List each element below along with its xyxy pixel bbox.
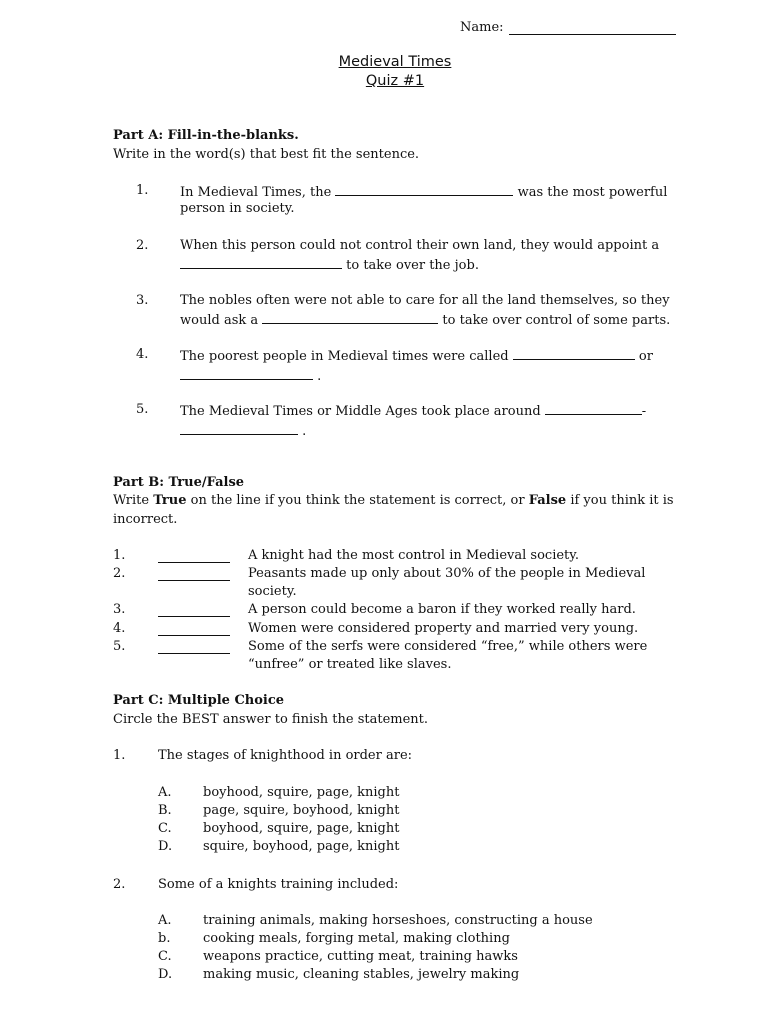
part-b-num-1: 1.: [113, 548, 126, 563]
part-b-statement-2: Peasants made up only about 30% of the people in Medieval: [248, 566, 646, 581]
part-c-heading: Part C: Multiple Choice: [113, 693, 285, 708]
part-b-statement-4: Women were considered property and married very young.: [248, 621, 639, 636]
part-c-instructions: Circle the BEST answer to finish the statement.: [113, 712, 429, 727]
part-c-q2-option-c[interactable]: weapons practice, cutting meat, training hawks: [203, 949, 518, 964]
part-b-statement-5: Some of the serfs were considered “free,” while others were: [248, 639, 648, 654]
part-b-statement-5-cont: “unfree” or treated like slaves.: [248, 657, 452, 672]
part-a-instructions: Write in the word(s) that best fit the sentence.: [113, 147, 420, 162]
part-a-q4-line2: .: [180, 367, 321, 384]
part-c-q2-option-a[interactable]: training animals, making horseshoes, constructing a house: [203, 913, 593, 928]
part-a-q1-line1: In Medieval Times, the was the most powerful: [180, 185, 668, 200]
part-b-num-4: 4.: [113, 621, 126, 636]
part-c-q1-option-letter: D.: [158, 839, 173, 854]
part-c-q1-option-letter: C.: [158, 821, 172, 836]
part-a-q2-blank[interactable]: [180, 256, 342, 269]
part-a-q4-blank-2[interactable]: [180, 367, 313, 380]
part-a-q2-line2: to take over the job.: [180, 256, 479, 273]
part-b-answer-1[interactable]: [158, 550, 230, 563]
part-c-q1-option-letter: A.: [158, 785, 172, 800]
part-b-answer-3[interactable]: [158, 604, 230, 617]
part-a-q4-line1: The poorest people in Medieval times were called or: [180, 349, 653, 364]
part-a-num-5: 5.: [136, 402, 149, 417]
part-a-q5-blank-2[interactable]: [180, 422, 298, 435]
part-b-answer-5[interactable]: [158, 641, 230, 654]
part-a-num-3: 3.: [136, 293, 149, 308]
part-c-q2-option-letter: C.: [158, 949, 172, 964]
part-b-num-5: 5.: [113, 639, 126, 654]
part-a-q5-blank-1[interactable]: [545, 402, 642, 415]
part-a-q5-line2: .: [180, 422, 306, 439]
part-c-q2-option-letter: A.: [158, 913, 172, 928]
part-b-answer-2[interactable]: [158, 568, 230, 581]
part-c-q2-num: 2.: [113, 877, 126, 892]
part-c-q2-option-letter: D.: [158, 967, 173, 982]
part-b-statement-3: A person could become a baron if they worked really hard.: [248, 602, 636, 617]
name-label: Name:: [460, 20, 504, 35]
part-a-num-1: 1.: [136, 183, 149, 198]
part-a-q3-blank[interactable]: [262, 311, 438, 324]
part-a-num-2: 2.: [136, 238, 149, 253]
part-c-q1-option-d[interactable]: squire, boyhood, page, knight: [203, 839, 400, 854]
part-c-q2-option-d[interactable]: making music, cleaning stables, jewelry making: [203, 967, 520, 982]
part-c-q1-option-a[interactable]: boyhood, squire, page, knight: [203, 785, 400, 800]
part-b-statement-2-cont: society.: [248, 584, 297, 599]
part-c-q1-text: The stages of knighthood in order are:: [158, 748, 413, 763]
part-a-q1-line2: person in society.: [180, 201, 295, 216]
part-a-q3-line1: The nobles often were not able to care for all the land themselves, so they: [180, 293, 670, 308]
part-a-q4-blank-1[interactable]: [513, 347, 635, 360]
part-a-q2-line1: When this person could not control their own land, they would appoint a: [180, 238, 660, 253]
part-c-q1-option-letter: B.: [158, 803, 172, 818]
part-b-heading: Part B: True/False: [113, 475, 245, 490]
quiz-title: Medieval Times: [338, 54, 452, 70]
part-c-q1-num: 1.: [113, 748, 126, 763]
part-b-instructions: Write True on the line if you think the statement is correct, or False if you think it is: [113, 493, 674, 508]
name-blank[interactable]: [509, 34, 676, 35]
part-b-instructions-cont: incorrect.: [113, 512, 178, 527]
part-b-answer-4[interactable]: [158, 623, 230, 636]
part-a-heading: Part A: Fill-in-the-blanks.: [113, 128, 299, 143]
part-a-q3-line2: would ask a to take over control of some parts.: [180, 313, 671, 328]
part-c-q2-text: Some of a knights training included:: [158, 877, 399, 892]
part-c-q1-option-c[interactable]: boyhood, squire, page, knight: [203, 821, 400, 836]
part-b-num-3: 3.: [113, 602, 126, 617]
part-c-q2-option-b[interactable]: cooking meals, forging metal, making clothing: [203, 931, 510, 946]
quiz-subtitle: Quiz #1: [365, 73, 425, 89]
part-c-q2-option-letter: b.: [158, 931, 171, 946]
part-b-statement-1: A knight had the most control in Medieval society.: [248, 548, 580, 563]
part-b-num-2: 2.: [113, 566, 126, 581]
part-a-q5-line1: The Medieval Times or Middle Ages took place around -: [180, 404, 647, 419]
part-c-q1-option-b[interactable]: page, squire, boyhood, knight: [203, 803, 400, 818]
part-a-num-4: 4.: [136, 347, 149, 362]
part-a-q1-blank[interactable]: [335, 183, 513, 196]
